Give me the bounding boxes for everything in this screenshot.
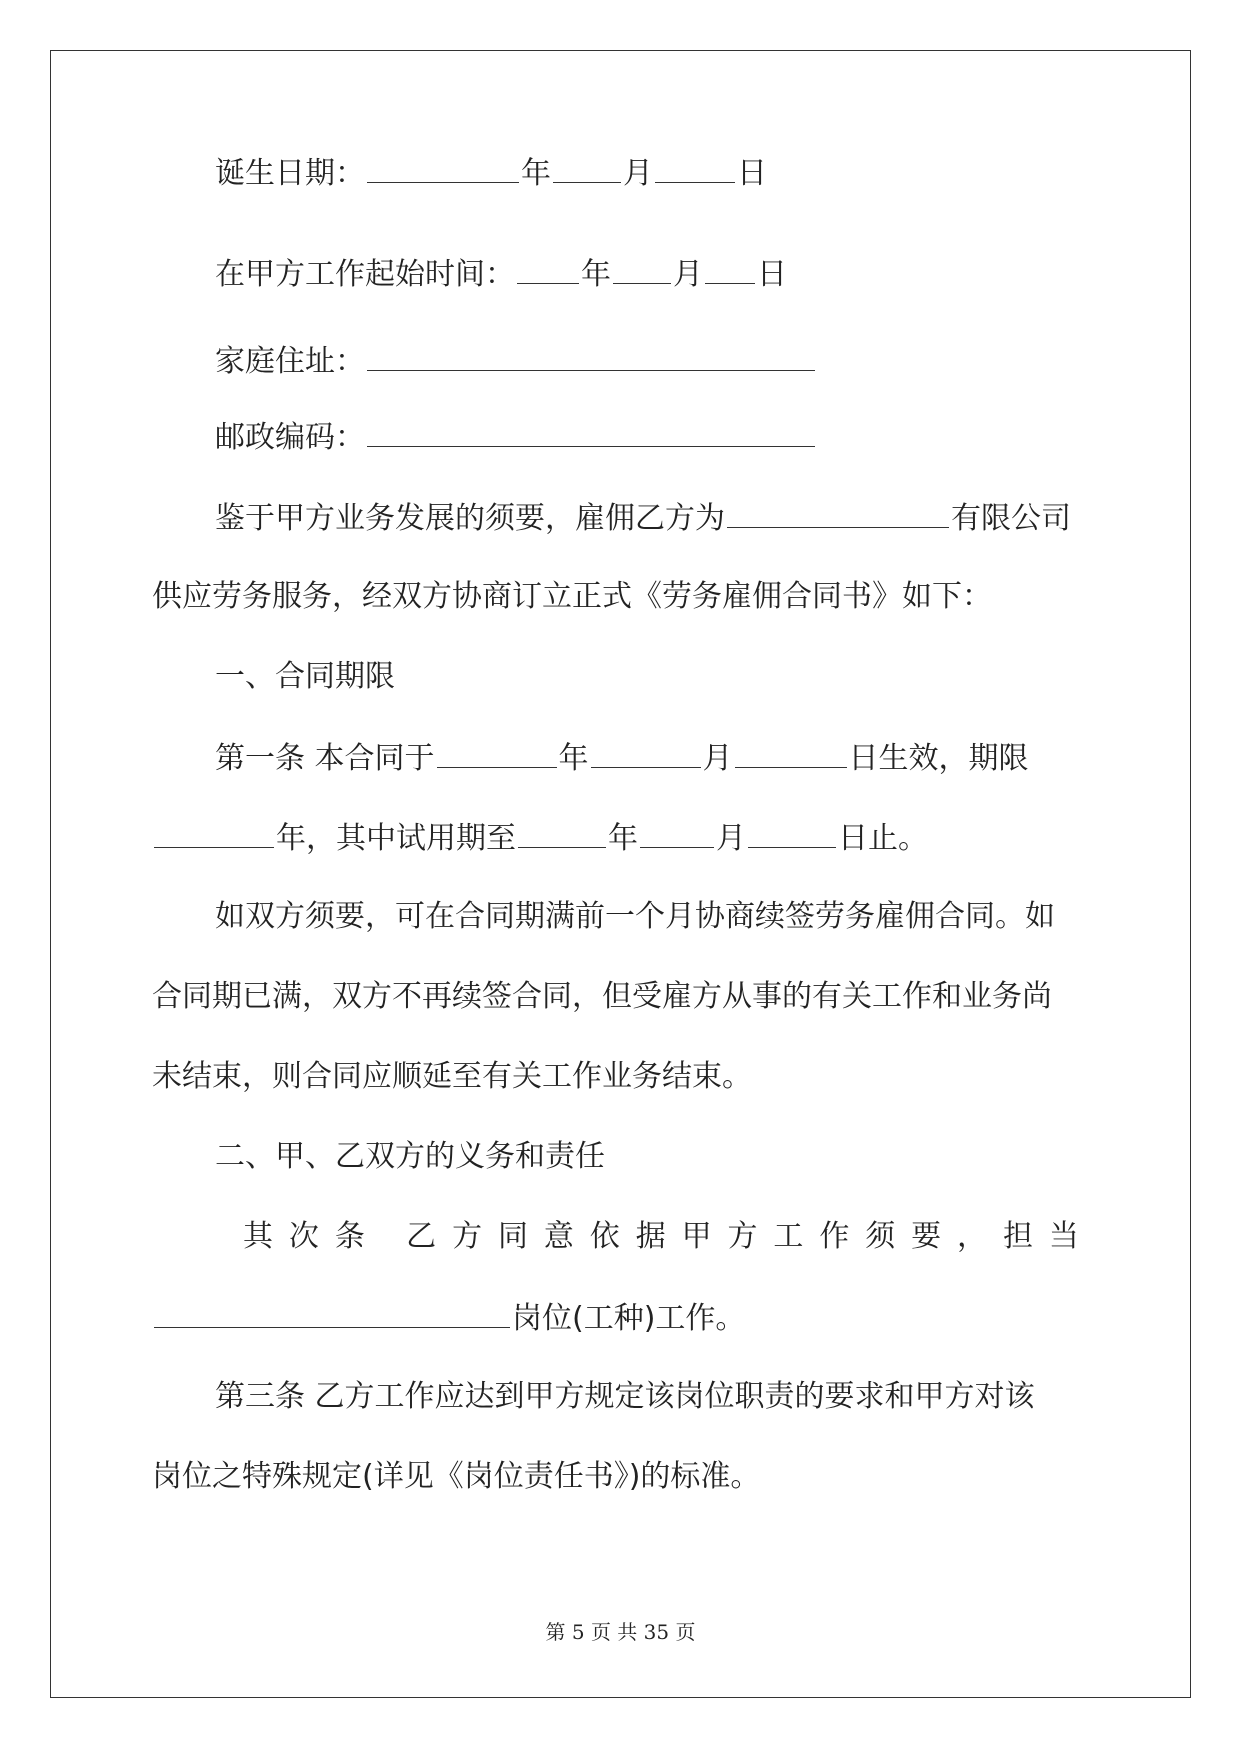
article-2-char: 担 (1002, 1219, 1033, 1254)
start-month-blank (613, 253, 671, 284)
article-1-line-1 (215, 737, 1029, 779)
birth-day-blank (655, 152, 735, 183)
address-label: 家庭住址： (215, 344, 365, 379)
article-1-line-2 (152, 817, 928, 859)
art1-year-blank (437, 737, 557, 768)
article-2-char: 方 (727, 1219, 758, 1254)
birth-year-label: 年 (521, 156, 551, 191)
company-blank (727, 497, 949, 528)
article-3-line-1 (215, 1377, 1035, 1417)
birth-date-line (215, 152, 767, 194)
page-number-footer: 第 5 页 共 35 页 (545, 1620, 696, 1644)
renewal-line-2 (152, 977, 1052, 1017)
term-years-blank (154, 817, 274, 848)
position-blank (154, 1297, 510, 1328)
article-2-char: 作 (819, 1219, 850, 1254)
article-1-trial-text: 年，其中试用期至 (276, 821, 516, 856)
art1-day-blank (735, 737, 847, 768)
article-2-char (381, 1217, 391, 1257)
intro-line-1 (215, 497, 1071, 539)
birth-month-label: 月 (623, 156, 653, 191)
renewal-text-3: 未结束，则合同应顺延至有关工作业务结束。 (152, 1059, 752, 1094)
article-3-text-2: 岗位之特殊规定(详见《岗位责任书》)的标准。 (152, 1459, 761, 1494)
article-2-char: 意 (543, 1219, 574, 1254)
section-1-title: 一、合同期限 (215, 659, 395, 694)
postcode-line (215, 416, 817, 458)
start-month-label: 月 (673, 257, 703, 292)
trial-month-label: 月 (716, 821, 746, 856)
section-2-title: 二、甲、乙双方的义务和责任 (215, 1139, 605, 1174)
article-2-char: 次 (288, 1219, 319, 1254)
article-2-char: 当 (1048, 1219, 1079, 1254)
postcode-blank (367, 416, 815, 447)
article-2-line-2 (152, 1297, 745, 1339)
article-2-char: 依 (589, 1219, 620, 1254)
article-2-char: ， (957, 1219, 988, 1254)
trial-day-blank (748, 817, 836, 848)
postcode-label: 邮政编码： (215, 420, 365, 455)
art1-month-blank (591, 737, 701, 768)
page-border (50, 50, 1191, 1698)
trial-year-label: 年 (608, 821, 638, 856)
renewal-text-2: 合同期已满，双方不再续签合同，但受雇方从事的有关工作和业务尚 (152, 979, 1052, 1014)
art1-year-label: 年 (558, 741, 589, 776)
address-line (215, 340, 817, 382)
section-1-heading (215, 657, 395, 697)
trial-end-text: 日止。 (838, 821, 928, 856)
article-2-char: 据 (635, 1219, 666, 1254)
start-day-blank (705, 253, 755, 284)
article-1-text-b: 日生效，期限 (848, 741, 1029, 776)
start-day-label: 日 (757, 257, 787, 292)
trial-year-blank (518, 817, 606, 848)
birth-date-label: 诞生日期： (215, 156, 365, 191)
renewal-line-1 (215, 897, 1055, 937)
article-3-line-2 (152, 1457, 760, 1497)
intro-text-a: 鉴于甲方业务发展的须要，雇佣乙方为 (215, 501, 725, 536)
article-2-char: 同 (497, 1219, 528, 1254)
birth-year-blank (367, 152, 519, 183)
intro-text-b: 有限公司 (951, 501, 1071, 536)
birth-month-blank (553, 152, 621, 183)
article-2-char: 方 (452, 1219, 483, 1254)
intro-text-2: 供应劳务服务，经双方协商订立正式《劳务雇佣合同书》如下： (152, 579, 992, 614)
article-2-char: 甲 (681, 1219, 712, 1254)
article-2-text-2: 岗位(工种)工作。 (512, 1301, 746, 1336)
start-year-label: 年 (581, 257, 611, 292)
section-2-heading (215, 1137, 605, 1177)
trial-month-blank (640, 817, 714, 848)
start-year-blank (517, 253, 579, 284)
renewal-line-3 (152, 1057, 752, 1097)
article-2-line-1 (243, 1217, 1079, 1257)
birth-day-label: 日 (737, 156, 767, 191)
article-1-text-a: 第一条 本合同于 (215, 741, 435, 776)
renewal-text-1: 如双方须要，可在合同期满前一个月协商续签劳务雇佣合同。如 (215, 899, 1055, 934)
start-date-label: 在甲方工作起始时间： (215, 257, 515, 292)
article-2-char: 要 (911, 1219, 942, 1254)
article-2-char: 乙 (406, 1219, 437, 1254)
article-2-char: 其 (243, 1219, 273, 1254)
address-blank (367, 340, 815, 371)
article-2-char: 条 (334, 1219, 365, 1254)
article-2-char: 工 (773, 1219, 804, 1254)
article-2-char: 须 (865, 1219, 896, 1254)
start-date-line (215, 253, 787, 295)
art1-month-label: 月 (702, 741, 733, 776)
article-3-text-1: 第三条 乙方工作应达到甲方规定该岗位职责的要求和甲方对该 (215, 1379, 1035, 1414)
intro-line-2 (152, 577, 992, 617)
